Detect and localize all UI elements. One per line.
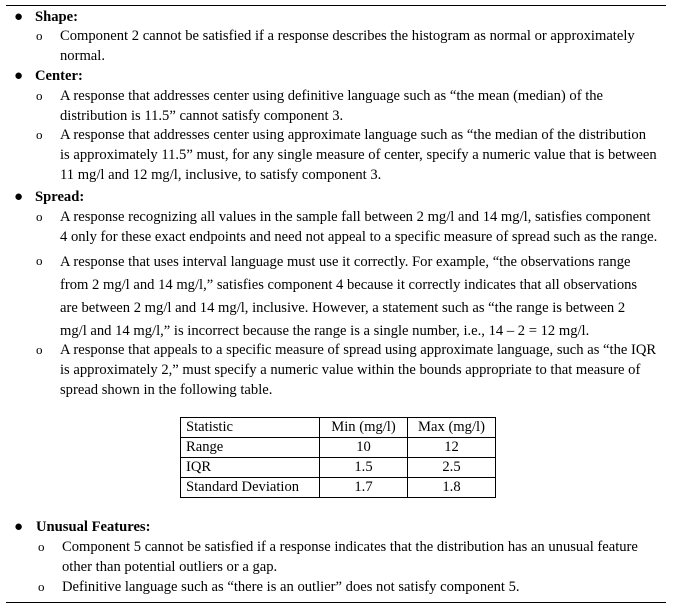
table-cell: Range: [181, 438, 320, 458]
table-row: [181, 478, 496, 498]
sub-bullet: o: [38, 579, 45, 594]
bullet-spread: ●: [14, 189, 24, 205]
list-item-center-2: A response that addresses center using approximate language such as “the median of the distribution is approximately 11.5” must, for any single measure of center, specify a numeric value that is between 11 mg/l and 12 mg/l, inclusive, to satisfy component 3.: [60, 127, 657, 183]
list-item-spread-3: A response that appeals to a specific measure of spread using approximate language, such as “the IQR is approximately 2,” must specify a numeric value within the bounds appropriate to that measure of spread shown in the following table.: [60, 342, 657, 398]
sub-bullet: o: [36, 88, 43, 103]
list-item-unusual-1: Component 5 cannot be satisfied if a response indicates that the distribution has an unusual feature other than potential outliers or a gap.: [62, 539, 638, 575]
table-row: [181, 438, 496, 458]
table-header-cell: Min (mg/l): [320, 418, 408, 438]
table-header-cell: Max (mg/l): [408, 418, 496, 438]
table-cell: IQR: [181, 458, 320, 478]
table-cell: 1.5: [320, 458, 408, 478]
bullet-unusual: ●: [14, 519, 24, 535]
sub-bullet: o: [36, 253, 43, 268]
table-header-cell: Statistic: [181, 418, 320, 438]
table-cell: Standard Deviation: [181, 478, 320, 498]
heading-unusual-features: Unusual Features:: [36, 519, 151, 535]
sub-bullet: o: [36, 342, 43, 357]
sub-bullet: o: [36, 127, 43, 142]
heading-spread: Spread:: [35, 189, 85, 205]
heading-center: Center:: [35, 68, 83, 84]
bullet-shape: ●: [14, 9, 24, 25]
sub-bullet: o: [36, 28, 43, 43]
table-cell: 1.7: [320, 478, 408, 498]
table-cell: 10: [320, 438, 408, 458]
table-cell: 1.8: [408, 478, 496, 498]
list-item-unusual-2: Definitive language such as “there is an outlier” does not satisfy component 5.: [62, 579, 520, 595]
table-header-row: [181, 418, 496, 438]
list-item-shape-1: Component 2 cannot be satisfied if a response describes the histogram as normal or approximately normal.: [60, 28, 635, 64]
list-item-spread-2: A response that uses interval language must use it correctly. For example, “the observations range from 2 mg/l and 14 mg/l,” satisfies component 4 because it correctly indicates that all observations are between 2 mg/l and 14 mg/l, inclusive. However, a statement such as “the range is between 2 mg/l and 14 mg/l,” is incorrect because the range is a single number, i.e., 14 – 2 = 12 mg/l.: [60, 254, 638, 339]
sub-bullet: o: [38, 539, 45, 554]
bullet-center: ●: [14, 68, 24, 84]
list-item-spread-1: A response recognizing all values in the sample fall between 2 mg/l and 14 mg/l, satisfies component 4 only for these exact endpoints and need not appeal to a specific measure of spread such as the range.: [60, 209, 658, 245]
list-item-center-1: A response that addresses center using definitive language such as “the mean (median) of the distribution is 11.5” cannot satisfy component 3.: [60, 88, 604, 124]
spread-bounds-table: [180, 417, 496, 498]
sub-bullet: o: [36, 209, 43, 224]
table-row: [181, 458, 496, 478]
table-cell: 12: [408, 438, 496, 458]
table-cell: 2.5: [408, 458, 496, 478]
heading-shape: Shape:: [35, 9, 78, 25]
